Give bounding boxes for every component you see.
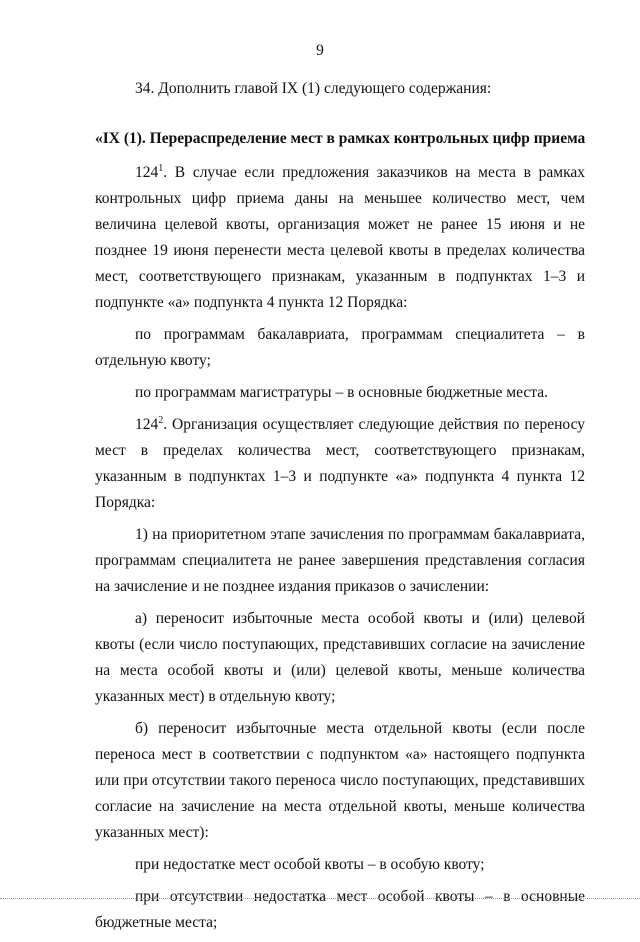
- paragraph-no-lack: при отсутствии недостатка мест особой квоты – в основные бюджетные места;: [95, 888, 585, 931]
- paragraph-text: . В случае если предложения заказчиков на места в рамках контрольных цифр приема даны на меньшее количество мест, чем величина целевой квоты, организация может не ранее 15 июня и не позднее 19 июня перенести места целевой квоты в пределах количества мест, соответствующего признакам, указанным в подпунктах 1–3 и подпункте «а» подпункта 4 пункта 12 Порядка:: [95, 164, 585, 311]
- paragraph-124-2: [95, 412, 585, 516]
- paragraph-sub-b: б) переносит избыточные места отдельной квоты (если после переноса мест в соответствии с подпунктом «а» настоящего подпункта или при отсутствии такого переноса число поступающих, представивших согласие на зачисление на места отдельной квоты, меньше количества указанных мест):: [95, 720, 585, 841]
- paragraph-lack: при недостатке мест особой квоты – в особую квоту;: [135, 856, 485, 873]
- item-superscript: 1: [158, 162, 164, 174]
- item-superscript: 2: [158, 414, 164, 426]
- paragraph-124-1: [95, 160, 585, 316]
- chapter-heading: «IX (1). Перераспределение мест в рамках контрольных цифр приема: [95, 130, 586, 147]
- paragraph-sub-a: а) переносит избыточные места особой квоты и (или) целевой квоты (если число поступающих, представивших согласие на зачисление на места особой квоты и (или) целевой квоты, меньше количества указанных мест) в отдельную квоту;: [95, 610, 585, 705]
- item-number: 124: [135, 164, 159, 181]
- item-number: 124: [135, 416, 159, 433]
- intro-paragraph: 34. Дополнить главой IX (1) следующего содержания:: [135, 80, 492, 97]
- page-number: 9: [316, 42, 324, 59]
- paragraph-master: по программам магистратуры – в основные бюджетные места.: [135, 384, 548, 401]
- document-body: [95, 76, 585, 942]
- paragraph-sub-1: 1) на приоритетном этапе зачисления по программам бакалавриата, программам специалитета не ранее завершения представления согласия на зачисление и не позднее издания приказов о зачислении:: [95, 526, 585, 595]
- paragraph-text: . Организация осуществляет следующие действия по переносу мест в пределах количества мест, соответствующего признакам, указанным в подпунктах 1–3 и подпункте «а» подпункта 4 пункта 12 Порядка:: [95, 416, 585, 511]
- paragraph-bachelor: по программам бакалавриата, программам специалитета – в отдельную квоту;: [95, 326, 585, 369]
- page-bottom-divider: [0, 898, 640, 899]
